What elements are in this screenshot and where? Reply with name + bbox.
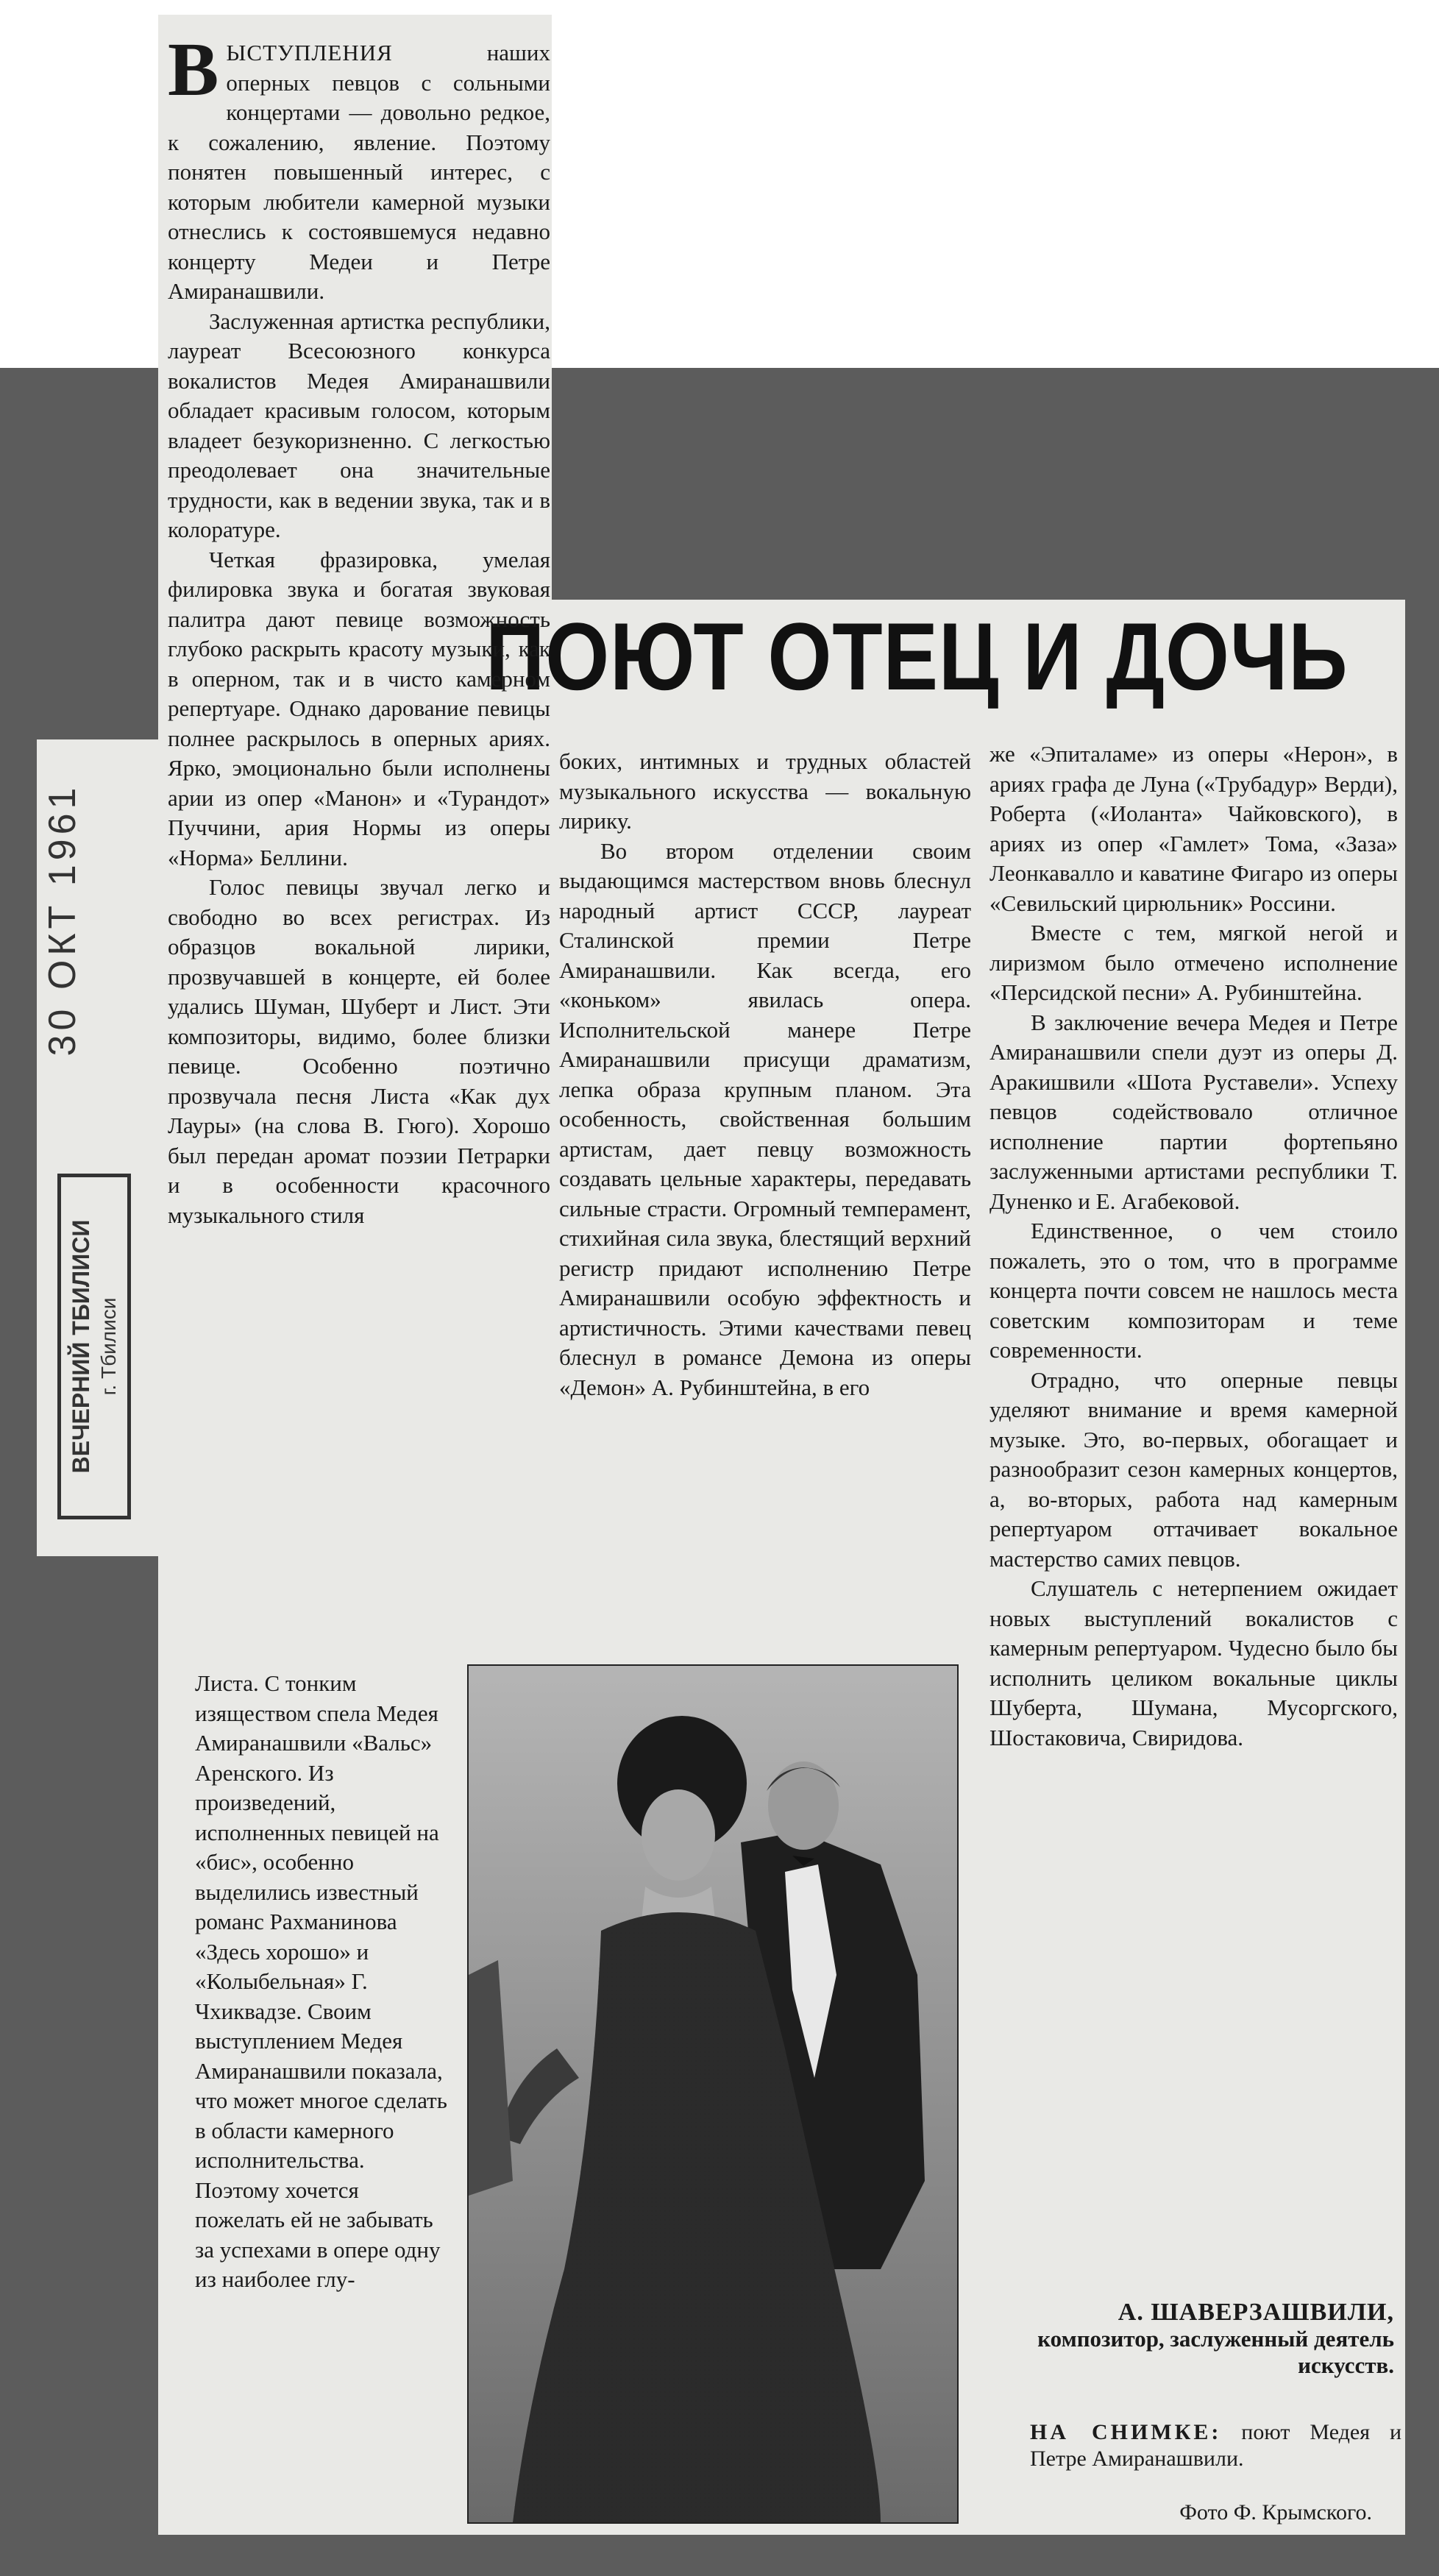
paragraph: же «Эпиталаме» из оперы «Нерон», в ариях графа де Луна («Трубадур» Верди), Роберта («Иоланта» Чайковского), в ариях из опер «Гамлет» Тома, «Заза» Леонкавалло и каватине Фигаро из оперы «Севильский цирюльник» Россини.: [989, 741, 1398, 916]
lead-text: наших оперных певцов с сольными концертами — довольно редкое, к сожалению, явление. Поэтому понятен повышенный интерес, с которым любители камерной музыки отнеслись к состоявшемуся недавно концерту Медеи и Петре Амиранашвили.: [168, 40, 550, 304]
headline: ПОЮТ ОТЕЦ И ДОЧЬ: [486, 603, 1349, 710]
author-title: композитор, заслуженный деятель искусств.: [1037, 2326, 1394, 2378]
paragraph: Четкая фразировка, умелая филировка звука и богатая звуковая палитра дают певице возможность глубоко раскрыть красоту музыки, как в оперном, так и в чисто камерном репертуаре. Однако дарование певицы полнее раскрылось в оперных ариях. Ярко, эмоционально были исполнены арии из опер «Манон» и «Турандот» Пуччини, ария Нормы из оперы «Норма» Беллини.: [168, 546, 550, 870]
author-signature: [989, 2299, 1394, 2379]
lead-paragraph: [168, 27, 550, 307]
stamp-newspaper-name: ВЕЧЕРНИЙ ТБИЛИСИ: [68, 1219, 94, 1474]
paragraph: Слушатель с нетерпением ожидает новых выступлений вокалистов с камерным репертуаром. Чудесно было бы исполнить целиком вокальные циклы Шуберта, Шумана, Мусоргского, Шостаковича, Свиридова.: [989, 1575, 1398, 1750]
photo-credit: Фото Ф. Крымского.: [1179, 2500, 1372, 2524]
stamp-city: г. Тбилиси: [97, 1297, 120, 1396]
article-column-2: [559, 747, 971, 1402]
article-column-3: [989, 739, 1398, 1753]
caption-label: НА СНИМКЕ:: [1030, 2420, 1222, 2444]
concert-photo: [467, 1664, 959, 2524]
author-name: А. ШАВЕРЗАШВИЛИ,: [1118, 2299, 1394, 2326]
newspaper-stamp: [57, 1174, 131, 1519]
article-column-1-bottom: [195, 1669, 449, 2295]
paragraph: Единственное, о чем стоило пожалеть, это о том, что в программе концерта почти совсем не нашлось места советским композиторам и теме современности.: [989, 1218, 1398, 1363]
paragraph: боких, интимных и трудных областей музыкального искусства — вокальную лирику.: [559, 748, 971, 834]
paragraph: Голос певицы звучал легко и свободно во всех регистрах. Из образцов вокальной лирики, прозвучавшей в концерте, ей более удались Шуман, Шуберт и Лист. Эти композиторы, видимо, более близки певице. Особенно поэтично прозвучала песня Листа «Как дух Лауры» (на слова В. Гюго). Хорошо был передан аромат поэзии Петрарки и в особенности красочного музыкального стиля: [168, 874, 550, 1228]
singers-illustration: [469, 1666, 957, 2522]
caption-text: поют Медея и Петре Амиранашвили.: [1030, 2420, 1401, 2471]
lead-caps: ЫСТУПЛЕНИЯ: [226, 40, 393, 65]
paragraph: Вместе с тем, мягкой негой и лиризмом было отмечено исполнение «Персидской песни» А. Рубинштейна.: [989, 920, 1398, 1005]
article-column-1: [168, 27, 550, 1230]
paragraph: Листа. С тонким изяществом спела Медея Амиранашвили «Вальс» Аренского. Из произведений, исполненных певицей на «бис», особенно выделились известный романс Рахманинова «Здесь хорошо» и «Колыбельная» Г. Чхиквадзе. Своим выступлением Медея Амиранашвили показала, что может многое сделать в области камерного исполнительства. Поэтому хочется пожелать ей не забывать за успехами в опере одну из наиболее глу-: [195, 1670, 447, 2292]
paragraph: В заключение вечера Медея и Петре Амиранашвили спели дуэт из оперы Д. Аракишвили «Шота Руставели». Успеху певцов содействовало отличное исполнение партии фортепьяно заслуженными артистами республики Т. Дуненко и Е. Агабековой.: [989, 1009, 1398, 1214]
drop-cap: В: [168, 27, 219, 112]
photo-caption: [1030, 2419, 1401, 2472]
date-stamp: 30 ОКТ 1961: [41, 783, 84, 1057]
paragraph: Во втором отделении своим выдающимся мастерством вновь блеснул народный артист СССР, лауреат Сталинской премии Петре Амиранашвили. Как всегда, его «коньком» явилась опера. Исполнительской манере Петре Амиранашвили присущи драматизм, лепка образа крупным планом. Эта особенность, свойственная большим артистам, дает певцу возможность создавать цельные характеры, передавать сильные страсти. Огромный темперамент, стихийная сила звука, блестящий верхний регистр придают исполнению Петре Амиранашвили особую эффектность и артистичность. Этими качествами певец блеснул в романсе Демона из оперы «Демон» А. Рубинштейна, в его: [559, 837, 971, 1400]
paragraph: Отрадно, что оперные певцы уделяют внимание и время камерной музыке. Это, во-первых, обогащает и разнообразит сезон камерных концертов, а, во-вторых, работа над камерным репертуаром оттачивает вокальное мастерство самих певцов.: [989, 1366, 1398, 1572]
paragraph: Заслуженная артистка республики, лауреат Всесоюзного конкурса вокалистов Медея Амиранашвили обладает красивым голосом, которым владеет безукоризненно. С легкостью преодолевает она значительные трудности, как в ведении звука, так и в колоратуре.: [168, 308, 550, 542]
